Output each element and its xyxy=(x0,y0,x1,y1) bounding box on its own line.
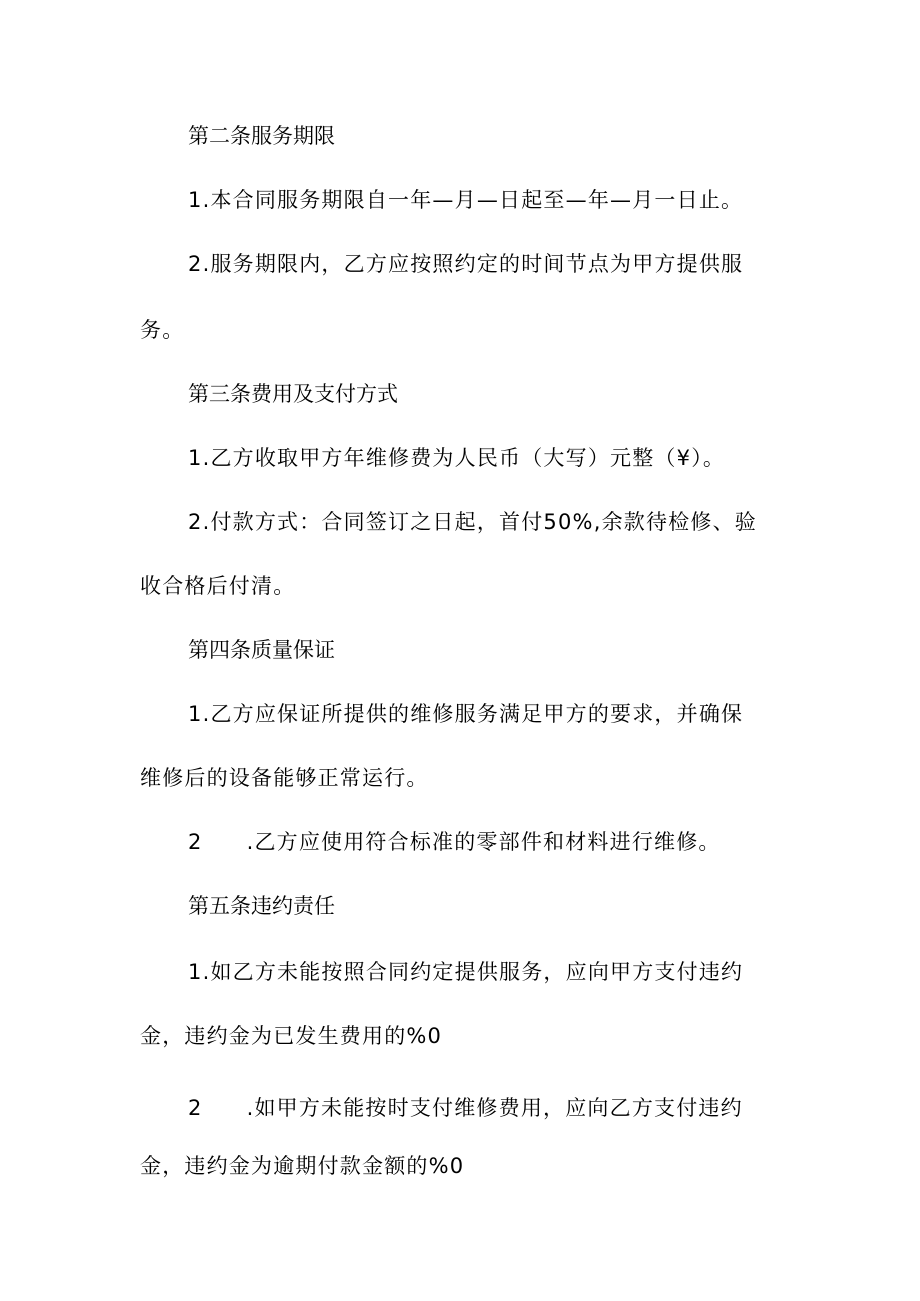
article-5-item-2-continuation: 金，违约金为逾期付款金额的%0 xyxy=(140,1154,465,1178)
item-number: 1 xyxy=(188,702,203,726)
article-5-item-2 xyxy=(188,1094,838,1122)
article-3-item-1 xyxy=(188,444,838,472)
item-number: 2 xyxy=(188,252,203,276)
item-number: 1 xyxy=(188,188,203,212)
article-3-heading: 第三条费用及支付方式 xyxy=(188,382,398,406)
article-4-item-2 xyxy=(188,828,838,856)
article-3-item-2-continuation: 收合格后付清。 xyxy=(140,574,296,598)
article-4-item-1 xyxy=(188,700,838,728)
item-number: 1 xyxy=(188,446,203,470)
item-text: .如乙方未能按照合同约定提供服务，应向甲方支付违约 xyxy=(202,960,744,984)
item-text: .服务期限内，乙方应按照约定的时间节点为甲方提供服 xyxy=(202,252,744,276)
item-text: .本合同服务期限自一年—月—日起至—年—月一日止。 xyxy=(202,188,744,212)
item-text: .乙方应使用符合标准的零部件和材料进行维修。 xyxy=(246,830,721,854)
article-5-item-1-continuation: 金，违约金为已发生费用的%0 xyxy=(140,1024,443,1048)
article-4-heading: 第四条质量保证 xyxy=(188,638,335,662)
article-2-item-2-continuation: 务。 xyxy=(140,318,185,342)
article-2-item-1 xyxy=(188,186,838,214)
item-text: .乙方收取甲方年维修费为人民币（大写）元整（¥）。 xyxy=(202,446,726,470)
article-3-item-2 xyxy=(188,508,838,536)
article-5-item-1 xyxy=(188,958,838,986)
article-2-heading: 第二条服务期限 xyxy=(188,124,335,148)
item-text: .付款方式：合同签订之日起，首付50%,余款待检修、验 xyxy=(202,510,757,534)
item-text: .乙方应保证所提供的维修服务满足甲方的要求，并确保 xyxy=(202,702,744,726)
article-2-item-2 xyxy=(188,250,838,278)
item-number: 2 xyxy=(188,1096,203,1120)
item-number: 2 xyxy=(188,830,203,854)
item-number: 1 xyxy=(188,960,203,984)
item-number: 2 xyxy=(188,510,203,534)
item-text: .如甲方未能按时支付维修费用，应向乙方支付违约 xyxy=(246,1096,743,1120)
article-5-heading: 第五条违约责任 xyxy=(188,894,335,918)
article-4-item-1-continuation: 维修后的设备能够正常运行。 xyxy=(140,766,429,790)
